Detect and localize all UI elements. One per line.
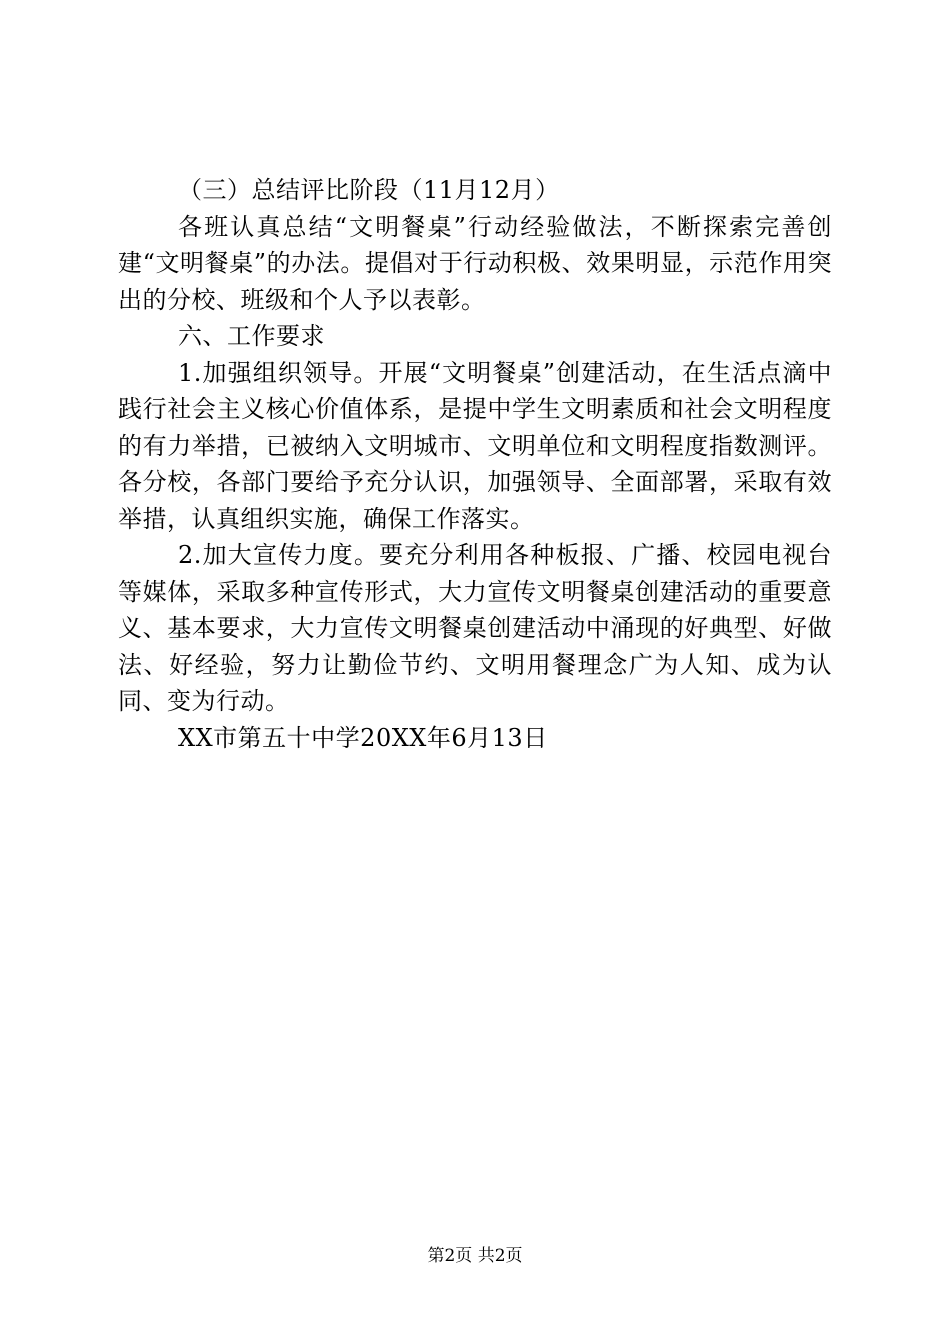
paragraph-summary: 各班认真总结“文明餐桌”行动经验做法，不断探索完善创建“文明餐桌”的办法。提倡对于行动积极、效果明显，示范作用突出的分校、班级和个人予以表彰。 xyxy=(118,212,832,314)
paragraph-requirement-2: 2.加大宣传力度。要充分利用各种板报、广播、校园电视台等媒体，采取多种宣传形式，大力宣传文明餐桌创建活动的重要意义、基本要求，大力宣传文明餐桌创建活动中涌现的好典型、好做法、好经验，努力让勤俭节约、文明用餐理念广为人知、成为认同、变为行动。 xyxy=(118,541,832,715)
section-heading-summary-stage: （三）总结评比阶段（11月12月） xyxy=(178,176,560,204)
document-body xyxy=(118,172,832,756)
page-footer: 第2页 共2页 xyxy=(427,1246,523,1266)
paragraph-requirement-1: 1.加强组织领导。开展“文明餐桌”创建活动，在生活点滴中践行社会主义核心价值体系，是提中学生文明素质和社会文明程度的有力举措，已被纳入文明城市、文明单位和文明程度指数测评。各分校，各部门要给予充分认识，加强领导、全面部署，采取有效举措，认真组织实施，确保工作落实。 xyxy=(118,358,832,533)
signature-line: XX市第五十中学20XX年6月13日 xyxy=(178,723,548,752)
section-heading-work-requirements: 六、工作要求 xyxy=(178,322,325,350)
